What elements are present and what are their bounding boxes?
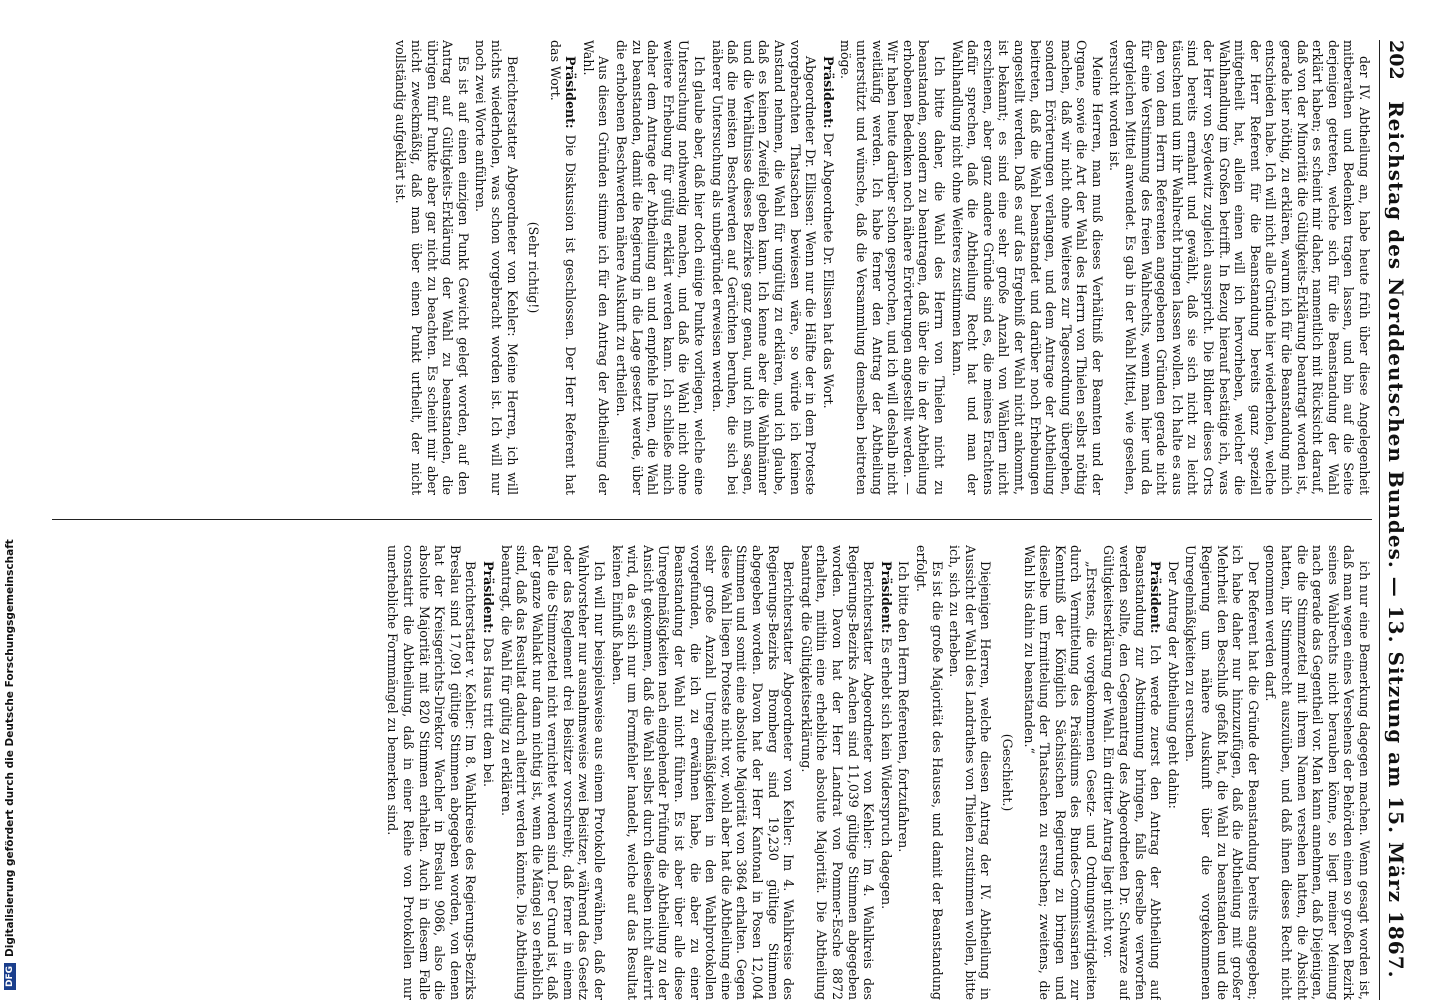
right-column: [32, 545, 1372, 1000]
digitization-credit: Digitalisierung gefördert durch die Deutsche Forschungsgemeinschaft: [4, 539, 16, 957]
speech-text: Der Abgeordnete Dr. Ellissen hat das Wort.: [820, 132, 836, 409]
stage-direction: (Geschieht.): [999, 733, 1015, 812]
body-paragraph: Der Antrag der Abtheilung geht dahin:: [1165, 561, 1181, 809]
body-paragraph: Ich bitte daher, die Wahl des Herrn von Thielen nicht zu beanstanden, sondern zu beantragen, daß über die in der Abtheilung erhobenen Bedenken noch nähere Erörterungen angestellt werden. — Wir haben heute darüber schon gesprochen, und ich will deshalb nicht weitläufig werden. Ich habe ferner den Antrag der Abtheilung unterstützt und wünsche, daß die Versammlung demselben beitreten möge.: [838, 40, 947, 495]
speaker-label: Präsident:: [1148, 561, 1164, 634]
body-paragraph: „Erstens, die vorgekommenen Gesetz- und Ordnungswidrigkeiten durch Vermittelung des Präsidiums des Bundes-Commissarien zur Kenntniß der Königlich Sächsischen Regierung zu bringen und dieselbe um Ermittelung der Thatsachen zu ersuchen; zweitens, die Wahl bis dahin zu beanstanden.“: [1021, 545, 1099, 1000]
body-paragraph: Berichterstatter Abgeordneter von Kehler: Im 4. Wahlkreis des Regierungs-Bezirks Aachen sind 11,039 gültige Stimmen abgegeben worden. Davon hat der Herr Landrat von Pommer-Esche 8872 erhalten, mithin eine erhebliche absolute Majorität. Die Abtheilung beantragt die Gültigkeitserklärung.: [798, 545, 877, 1000]
body-paragraph: Es ist auf einen einzigen Punkt Gewicht gelegt worden, auf den Antrag auf Gültigkeits-Erklärung der Wahl zu beanstanden, die übrigen fünf Punkte aber gar nicht zu beachten. Es scheint mir aber nicht zweckmäßig, daß man über einen Punkt urtheilt, der nicht vollständig aufgeklärt ist.: [393, 40, 471, 495]
speech-text: Es erhebt sich kein Widerspruch dagegen.: [878, 637, 894, 910]
body-paragraph: Abgeordneter Dr. Ellissen: Wenn nur die Hälfte der in dem Proteste vorgebrachten Thatsachen bewiesen wäre, so würde ich keinen Anstand nehmen, die Wahl für ungültig zu erklären, und ich glaube, daß es keinen Zweifel geben kann. Ich kenne aber die Wahlmänner und die Verhältnisse dieses Bezirkes ganz genau, und ich muß sagen, daß die meisten Beschwerden auf Gerüchten beruhen, die sich bei näherer Untersuchung als unbegründet erweisen werden.: [709, 40, 819, 495]
speech-text: Das Haus tritt dem bei.: [480, 637, 496, 787]
dfg-logo: DFG: [4, 963, 16, 990]
body-paragraph: ich nur eine Bemerkung dagegen machen. Wenn gesagt worden ist, daß man wegen eines Versehens der Behörden einen so großen Bezirk seines Wahlrechts nicht berauben könne, so liegt meiner Meinung nach gerade das Gegentheil vor. Man kann annehmen, daß Diejenigen, die die Stimmzettel mit ihrem Namen versehen hatten, die Absicht hatten, ihr Stimmrecht auszuüben, und daß ihnen dieses Recht nicht genommen werden darf.: [1263, 545, 1372, 1000]
document-page: [12, 40, 1412, 1000]
speaker-label: Präsident:: [820, 56, 836, 129]
column-divider: [52, 519, 1372, 520]
body-paragraph: Aus diesen Gründen stimme ich für den Antrag der Abtheilung der Wahl.: [580, 40, 612, 495]
stage-direction: (Sehr richtig!): [526, 221, 542, 314]
body-paragraph: Der Referent hat die Gründe der Beanstandung bereits angegeben; ich habe daher nur hinzuzufügen, daß die Abtheilung mit großer Mehrheit den Beschluß gefaßt hat, die Wahl zu beanstanden und die Regierung um nähere Auskunft über die vorgekommenen Unregelmäßigkeiten zu ersuchen.: [1183, 545, 1261, 1000]
speech-paragraph: [820, 40, 836, 495]
page-number: 202: [1385, 40, 1407, 80]
body-paragraph: Meine Herren, man muß dieses Verhältniß der Beamten und der Organe, sowie die Art der Wahl des Herrn von Thielen selbst nöthig machen, daß wir nicht ohne Weiteres zur Tagesordnung übergehen, sondern Erörterungen verlangen, und dem Antrage der Abtheilung beitreten, daß die Wahl beanstandet und darüber noch Erhebungen angestellt werden. Daß es auf das Ergebniß der Wahl nicht ankommt, ist bekannt; es sind eine sehr große Anzahl von Wählern nicht erschienen, aber ganz andere Gründe sind es, die meines Erachtens dafür sprechen, daß die Abtheilung Recht hat und man der Wahlhandlung nicht ohne Weiteres zustimmen kann.: [949, 40, 1105, 495]
digitization-footer: [4, 470, 16, 990]
speaker-label: Präsident:: [480, 561, 496, 634]
speech-paragraph: [480, 545, 496, 1000]
left-column: [32, 40, 1372, 495]
body-paragraph: Ich bitte den Herrn Referenten, fortzufahren.: [896, 561, 912, 853]
body-paragraph: Berichterstatter Abgeordneter von Kehler: Im 4. Wahlkreise des Regierungs-Bezirks Bromberg sind 19,230 gültige Stimmen abgegeben worden. Davon hat der Herr Kantonal in Posen 12,004 Stimmen und somit eine absolute Majorität von 3864 erhalten. Gegen diese Wahl liegen Proteste nicht vor, wohl aber hat die Abtheilung eine sehr große Anzahl Unregelmäßigkeiten in den Wahlprotokollen vorgefunden, die ich zu erwähnen habe, die aber zu einer Beanstandung der Wahl nicht führen. Es ist aber über alle diese Unregelmäßigkeiten nach eingehender Prüfung die Abtheilung zu der Ansicht gekommen, daß die Wahl selbst durch dieselben nicht alterirt wird, da es sich nur um Formfehler handelt, welche auf das Resultat keinen Einfluß haben.: [609, 545, 797, 1000]
page-header: [1379, 40, 1412, 1000]
speech-paragraph: [1101, 545, 1163, 1000]
body-paragraph: Ich glaube aber, daß hier doch einige Punkte vorliegen, welche eine Untersuchung nothwendig machen, und daß die Wahl nicht ohne weitere Erhebung für gültig erklärt werden kann. Ich schließe mich daher dem Antrage der Abtheilung an und empfehle Ihnen, die Wahl zu beanstanden, damit die Regierung in die Lage gesetzt werde, über die erhobenen Beschwerden nähere Auskunft zu ertheilen.: [614, 40, 708, 495]
body-paragraph: Ich will nur beispielsweise aus einem Protokolle erwähnen, daß der Wahlvorsteher nur ausnahmsweise zwei Beisitzer, während das Gesetz oder das Reglement drei Beisitzer vorschreibt; daß ferner in einem Falle die Stimmzettel nicht vernichtet worden sind. Der Grund ist, daß der ganze Wahlakt nur dann nichtig ist, wenn die Mängel so erheblich sind, daß das Resultat dadurch alterirt werden könnte. Die Abtheilung beantragt, die Wahl für gültig zu erklären.: [498, 545, 608, 1000]
speech-text: Die Diskussion ist geschlossen. Der Herr Referent hat das Wort.: [547, 40, 579, 495]
speech-text: Ich werde zuerst den Antrag der Abtheilung auf Beanstandung zur Abstimmung bringen, falls derselbe verworfen werden sollte, den Gegenantrag des Abgeordneten Dr. Schwarze auf Gültigkeitserklärung der Wahl. Ein dritter Antrag liegt nicht vor.: [1101, 545, 1164, 1000]
body-paragraph: Berichterstatter v. Kehler: Im 8. Wahlkreise des Regierungs-Bezirks Breslau sind 17,091 gültige Stimmen abgegeben worden, von denen hat der Kreisgerichts-Direktor Wachler in Breslau 9086, also die absolute Majorität mit 820 Stimmen erhalten. Auch in diesem Falle constatirt die Abtheilung, daß in einer Reihe von Protokollen nur unerhebliche Formmängel zu bemerken sind.: [385, 545, 479, 1000]
page-title: Reichstag des Norddeutschen Bundes. — 13. Sitzung am 15. März 1867.: [1384, 101, 1408, 979]
speaker-label: Präsident:: [563, 56, 579, 129]
body-paragraph: Diejenigen Herren, welche diesen Antrag der IV. Abtheilung in Aussicht der Wahl des Landrathes von Thielen zustimmen wollen, bitte ich, sich zu erheben.: [947, 545, 994, 1000]
speaker-label: Präsident:: [878, 561, 894, 634]
speech-paragraph: [547, 40, 578, 495]
speech-paragraph: [878, 545, 894, 1000]
body-paragraph: Es ist die große Majorität des Hauses, und damit der Beanstandung erfolgt.: [913, 545, 945, 1000]
body-paragraph: der IV. Abtheilung an, habe heute früh über diese Angelegenheit mitberathen und Bedenken tragen lassen, und bin auf die Seite derjenigen getreten, welche sich für die Beanstandung der Wahl erklärt haben; es scheint mir daher, namentlich mit Rücksicht darauf, daß von der Minorität die Gültigkeits-Erklärung beantragt worden ist, gerade hier nöthig, zu erklären, warum ich für die Beanstandung mich entschieden habe. Ich will nicht alle Gründe hier wiederholen, welche der Herr Referent für die Beanstandung bereits ganz speziell mitgetheilt hat, allein einen will ich hervorheben, welcher die Wahlhandlung im Großen betrifft. In Bezug hierauf bestätige ich, was der Herr von Seydewitz zugleich ausspricht. Die Bildner dieses Orts sind bereits ermahnt und gewählt, daß sie sich nicht zu leicht täuschen und um ihr Wahlrecht bringen lassen wollen. Ich halte es aus den von dem Herrn Referenten angegebenen Gründen gerade nicht für eine Verstimmung des freien Wahlrechts, wenn man hier und da dergleichen Mittel anwendet. Es gab in der Wahl Mittel, wie gesehen, versucht worden ist.: [1107, 40, 1372, 495]
body-paragraph: Berichterstatter Abgeordneter von Kehler: Meine Herren, ich will nichts wiederholen, was schon vorgebracht worden ist. Ich will nur noch zwei Worte anführen.: [473, 40, 520, 495]
